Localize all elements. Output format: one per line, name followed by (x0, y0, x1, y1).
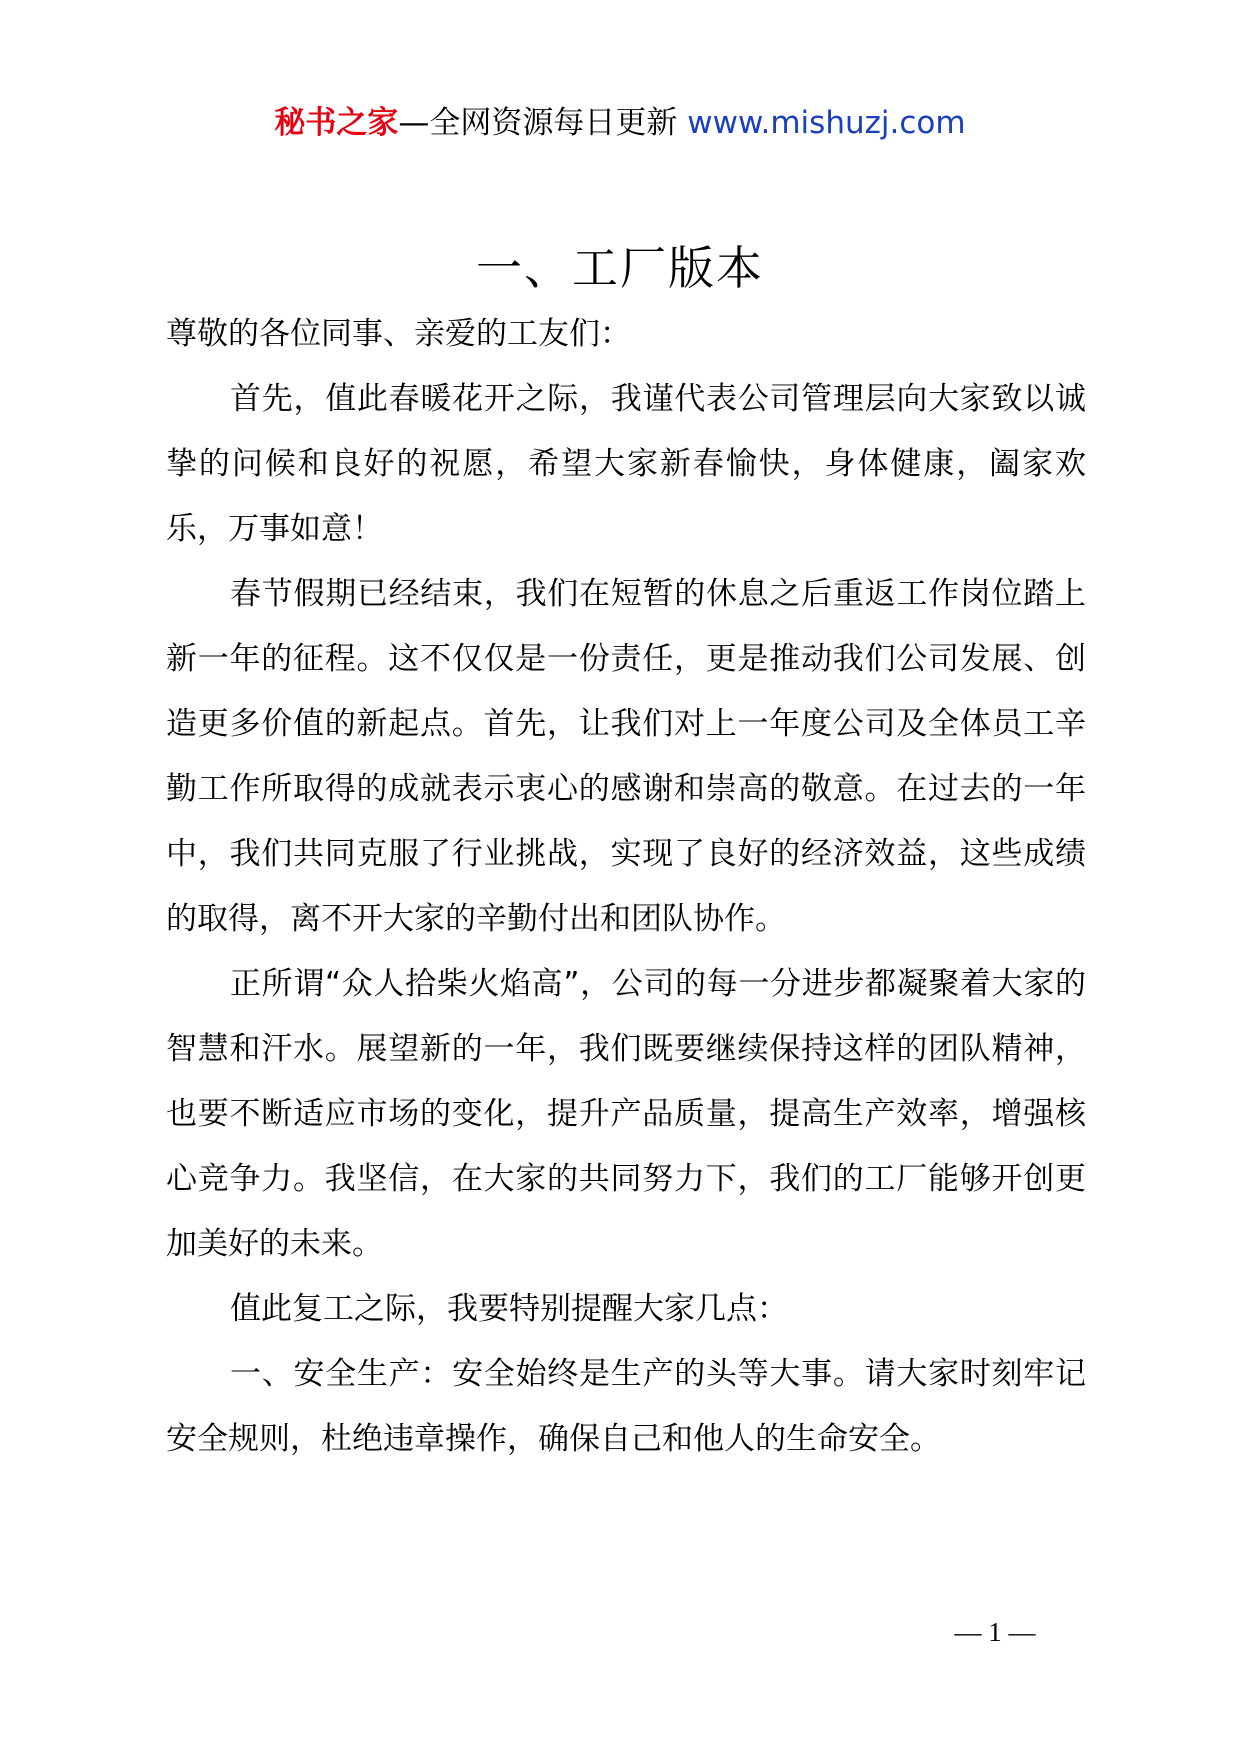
page-number: — 1 — (954, 1617, 1036, 1647)
paragraph: 首先，值此春暖花开之际，我谨代表公司管理层向大家致以诚挚的问候和良好的祝愿，希望大家新春愉快，身体健康，阖家欢乐，万事如意！ (166, 381, 1086, 547)
site-header (0, 100, 1240, 146)
site-tagline: —全网资源每日更新 (398, 105, 678, 141)
site-brand: 秘书之家 (274, 105, 399, 141)
paragraph: 值此复工之际，我要特别提醒大家几点： (230, 1291, 788, 1327)
salutation: 尊敬的各位同事、亲爱的工友们： (166, 316, 631, 352)
site-url-link[interactable]: www.mishuzj.com (687, 105, 966, 141)
paragraph: 春节假期已经结束，我们在短暂的休息之后重返工作岗位踏上新一年的征程。这不仅仅是一份责任，更是推动我们公司发展、创造更多价值的新起点。首先，让我们对上一年度公司及全体员工辛勤工作所取得的成就表示衷心的感谢和崇高的敬意。在过去的一年中，我们共同克服了行业挑战，实现了良好的经济效益，这些成绩的取得，离不开大家的辛勤付出和团队协作。 (166, 576, 1086, 937)
document-title: 一、工厂版本 (476, 241, 764, 295)
document-body (166, 302, 1086, 1472)
paragraph: 正所谓“众人拾柴火焰高”，公司的每一分进步都凝聚着大家的智慧和汗水。展望新的一年，我们既要继续保持这样的团队精神，也要不断适应市场的变化，提升产品质量，提高生产效率，增强核心竞争力。我坚信，在大家的共同努力下，我们的工厂能够开创更加美好的未来。 (166, 966, 1086, 1262)
paragraph: 一、安全生产：安全始终是生产的头等大事。请大家时刻牢记安全规则，杜绝违章操作，确保自己和他人的生命安全。 (166, 1356, 1086, 1457)
